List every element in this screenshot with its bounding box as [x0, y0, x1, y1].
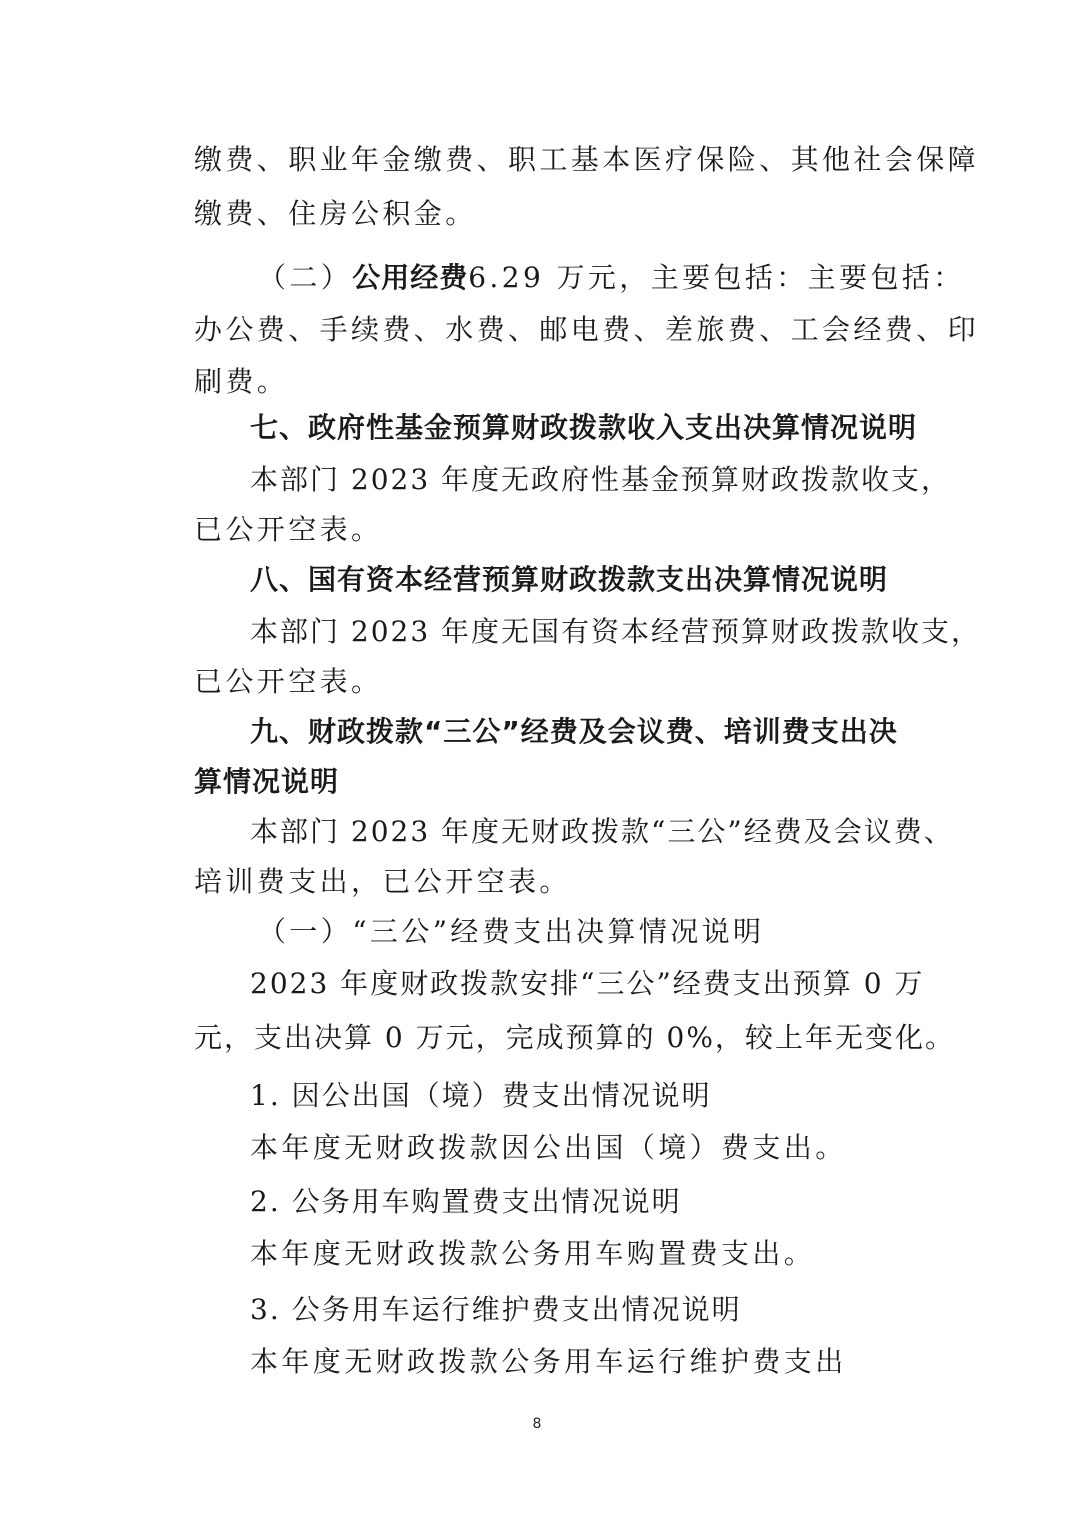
paragraph-line: 本部门 2023 年度无国有资本经营预算财政拨款收支，	[250, 615, 982, 648]
item-heading-2: 2. 公务用车购置费支出情况说明	[250, 1185, 682, 1218]
paragraph-line-public-expenses	[258, 258, 965, 298]
paragraph-line: 办公费、手续费、水费、邮电费、差旅费、工会经费、印	[194, 313, 980, 346]
page-number: 8	[532, 1416, 542, 1432]
section-heading-9-cont: 算情况说明	[194, 765, 340, 798]
section-number: （二）	[258, 261, 353, 294]
paragraph-line: 元，支出决算 0 万元，完成预算的 0%，较上年无变化。	[194, 1021, 955, 1054]
item-heading-1: 1. 因公出国（境）费支出情况说明	[250, 1079, 712, 1112]
paragraph-line: 本部门 2023 年度无政府性基金预算财政拨款收支，	[250, 463, 952, 496]
paragraph-line: 刷费。	[194, 365, 289, 398]
paragraph-line: 缴费、职业年金缴费、职工基本医疗保险、其他社会保障	[194, 143, 980, 176]
paragraph-text: 6.29 万元，主要包括：主要包括：	[468, 261, 965, 294]
section-heading-8: 八、国有资本经营预算财政拨款支出决算情况说明	[250, 563, 889, 596]
section-heading-7: 七、政府性基金预算财政拨款收入支出决算情况说明	[250, 411, 918, 444]
paragraph-line: 本部门 2023 年度无财政拨款“三公”经费及会议费、	[250, 815, 954, 848]
subsection-heading-1: （一）“三公”经费支出决算情况说明	[258, 915, 765, 948]
paragraph-line: 2023 年度财政拨款安排“三公”经费支出预算 0 万	[250, 967, 925, 1000]
paragraph-line: 本年度无财政拨款因公出国（境）费支出。	[250, 1131, 847, 1164]
paragraph-line: 本年度无财政拨款公务用车运行维护费支出	[250, 1345, 847, 1378]
paragraph-line: 已公开空表。	[194, 665, 383, 698]
paragraph-line: 已公开空表。	[194, 513, 383, 546]
section-heading-9: 九、财政拨款“三公”经费及会议费、培训费支出决	[250, 715, 898, 748]
bold-term: 公用经费	[352, 261, 469, 294]
item-heading-3: 3. 公务用车运行维护费支出情况说明	[250, 1293, 742, 1326]
paragraph-line: 培训费支出，已公开空表。	[194, 865, 571, 898]
paragraph-line: 本年度无财政拨款公务用车购置费支出。	[250, 1237, 816, 1270]
paragraph-line: 缴费、住房公积金。	[194, 197, 477, 230]
